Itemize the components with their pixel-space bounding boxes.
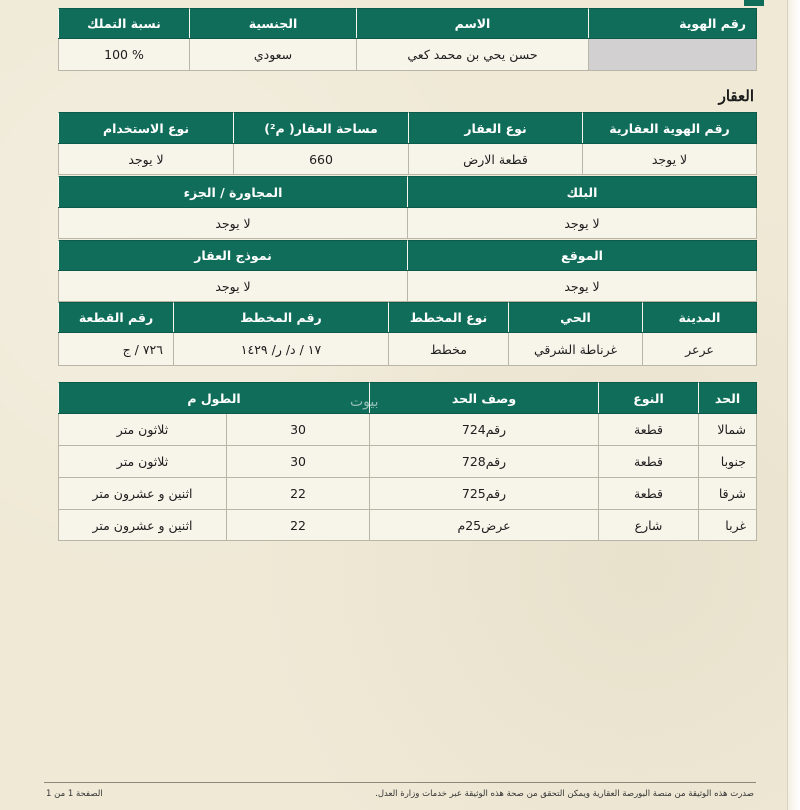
plan-type-value: مخطط [389, 333, 509, 366]
location-value: لا يوجد [408, 271, 757, 302]
location-header: الموقع [408, 241, 757, 271]
boundary-length-number: 22 [227, 510, 370, 541]
section-title: العقار [718, 87, 754, 105]
description-header: وصف الحد [370, 383, 599, 414]
footer-divider [44, 782, 756, 783]
boundary-row [59, 446, 757, 478]
property-block-value-row [59, 208, 757, 239]
parcel-number-header: رقم القطعة [59, 303, 174, 333]
watermark-logo: بيوت [350, 394, 379, 410]
property-area-header: مساحة العقار( م²) [234, 113, 409, 144]
boundary-length-number: 30 [227, 446, 370, 478]
property-basic-table [58, 112, 757, 175]
boundary-kind: قطعة [599, 478, 699, 510]
owner-value-row [59, 39, 757, 71]
neighbor-value: لا يوجد [59, 208, 408, 239]
property-model-header: نموذج العقار [59, 241, 408, 271]
district-header: الحي [509, 303, 643, 333]
property-location-table [58, 240, 757, 302]
district-value: غرناطة الشرقي [509, 333, 643, 366]
side-header: الحد [699, 383, 757, 414]
property-type-value: قطعة الارض [409, 144, 583, 175]
boundary-length-number: 22 [227, 478, 370, 510]
boundary-description: رقم724 [370, 414, 599, 446]
boundary-row [59, 478, 757, 510]
usage-type-value: لا يوجد [59, 144, 234, 175]
deed-id-value: لا يوجد [583, 144, 757, 175]
property-plan-value-row [59, 333, 757, 366]
owner-table [58, 8, 757, 71]
boundary-side: جنوبا [699, 446, 757, 478]
boundaries-header-row [59, 383, 757, 414]
property-location-value-row [59, 271, 757, 302]
boundary-length-text: ثلاثون متر [59, 446, 227, 478]
owner-id-redacted [589, 39, 757, 71]
usage-type-header: نوع الاستخدام [59, 113, 234, 144]
page-edge [787, 0, 800, 810]
kind-header: النوع [599, 383, 699, 414]
city-value: عرعر [643, 333, 757, 366]
owner-nationality-value: سعودي [190, 39, 357, 71]
block-header: البلك [408, 177, 757, 208]
property-basic-value-row [59, 144, 757, 175]
plan-number-value: ١٧ / د/ ر/ ١٤٢٩ [174, 333, 389, 366]
owner-id-header: رقم الهوية [589, 9, 757, 39]
owner-share-header: نسبة التملك [59, 9, 190, 39]
owner-header-row [59, 9, 757, 39]
property-area-value: 660 [234, 144, 409, 175]
property-plan-table [58, 302, 757, 366]
page-number: الصفحة 1 من 1 [46, 789, 103, 799]
boundary-description: عرض25م [370, 510, 599, 541]
boundary-kind: قطعة [599, 446, 699, 478]
boundary-length-text: ثلاثون متر [59, 414, 227, 446]
property-basic-header-row [59, 113, 757, 144]
length-header: الطول م [59, 383, 370, 414]
boundary-description: رقم728 [370, 446, 599, 478]
block-value: لا يوجد [408, 208, 757, 239]
boundary-row [59, 510, 757, 541]
footer-note: صدرت هذه الوثيقة من منصة البورصة العقارية ويمكن التحقق من صحة هذه الوثيقة عبر خدمات وزارة العدل. [375, 789, 754, 799]
property-block-table [58, 176, 757, 239]
plan-type-header: نوع المخطط [389, 303, 509, 333]
boundary-side: شرقا [699, 478, 757, 510]
plan-number-header: رقم المخطط [174, 303, 389, 333]
property-type-header: نوع العقار [409, 113, 583, 144]
boundary-side: غربا [699, 510, 757, 541]
owner-nationality-header: الجنسية [190, 9, 357, 39]
boundary-row [59, 414, 757, 446]
boundary-kind: قطعة [599, 414, 699, 446]
boundary-length-text: اثنين و عشرون متر [59, 478, 227, 510]
boundary-length-number: 30 [227, 414, 370, 446]
owner-name-value: حسن يحي بن محمد كعي [357, 39, 589, 71]
property-plan-header-row [59, 303, 757, 333]
owner-share-value: 100 % [59, 39, 190, 71]
city-header: المدينة [643, 303, 757, 333]
deed-id-header: رقم الهوية العقارية [583, 113, 757, 144]
property-model-value: لا يوجد [59, 271, 408, 302]
top-strip [744, 0, 764, 6]
boundary-side: شمالا [699, 414, 757, 446]
parcel-number-value: ٧٢٦ / ج [59, 333, 174, 366]
boundary-kind: شارع [599, 510, 699, 541]
property-location-header-row [59, 241, 757, 271]
neighbor-header: المجاورة / الجزء [59, 177, 408, 208]
property-block-header-row [59, 177, 757, 208]
owner-name-header: الاسم [357, 9, 589, 39]
boundary-description: رقم725 [370, 478, 599, 510]
boundary-length-text: اثنين و عشرون متر [59, 510, 227, 541]
boundaries-table [58, 382, 757, 541]
